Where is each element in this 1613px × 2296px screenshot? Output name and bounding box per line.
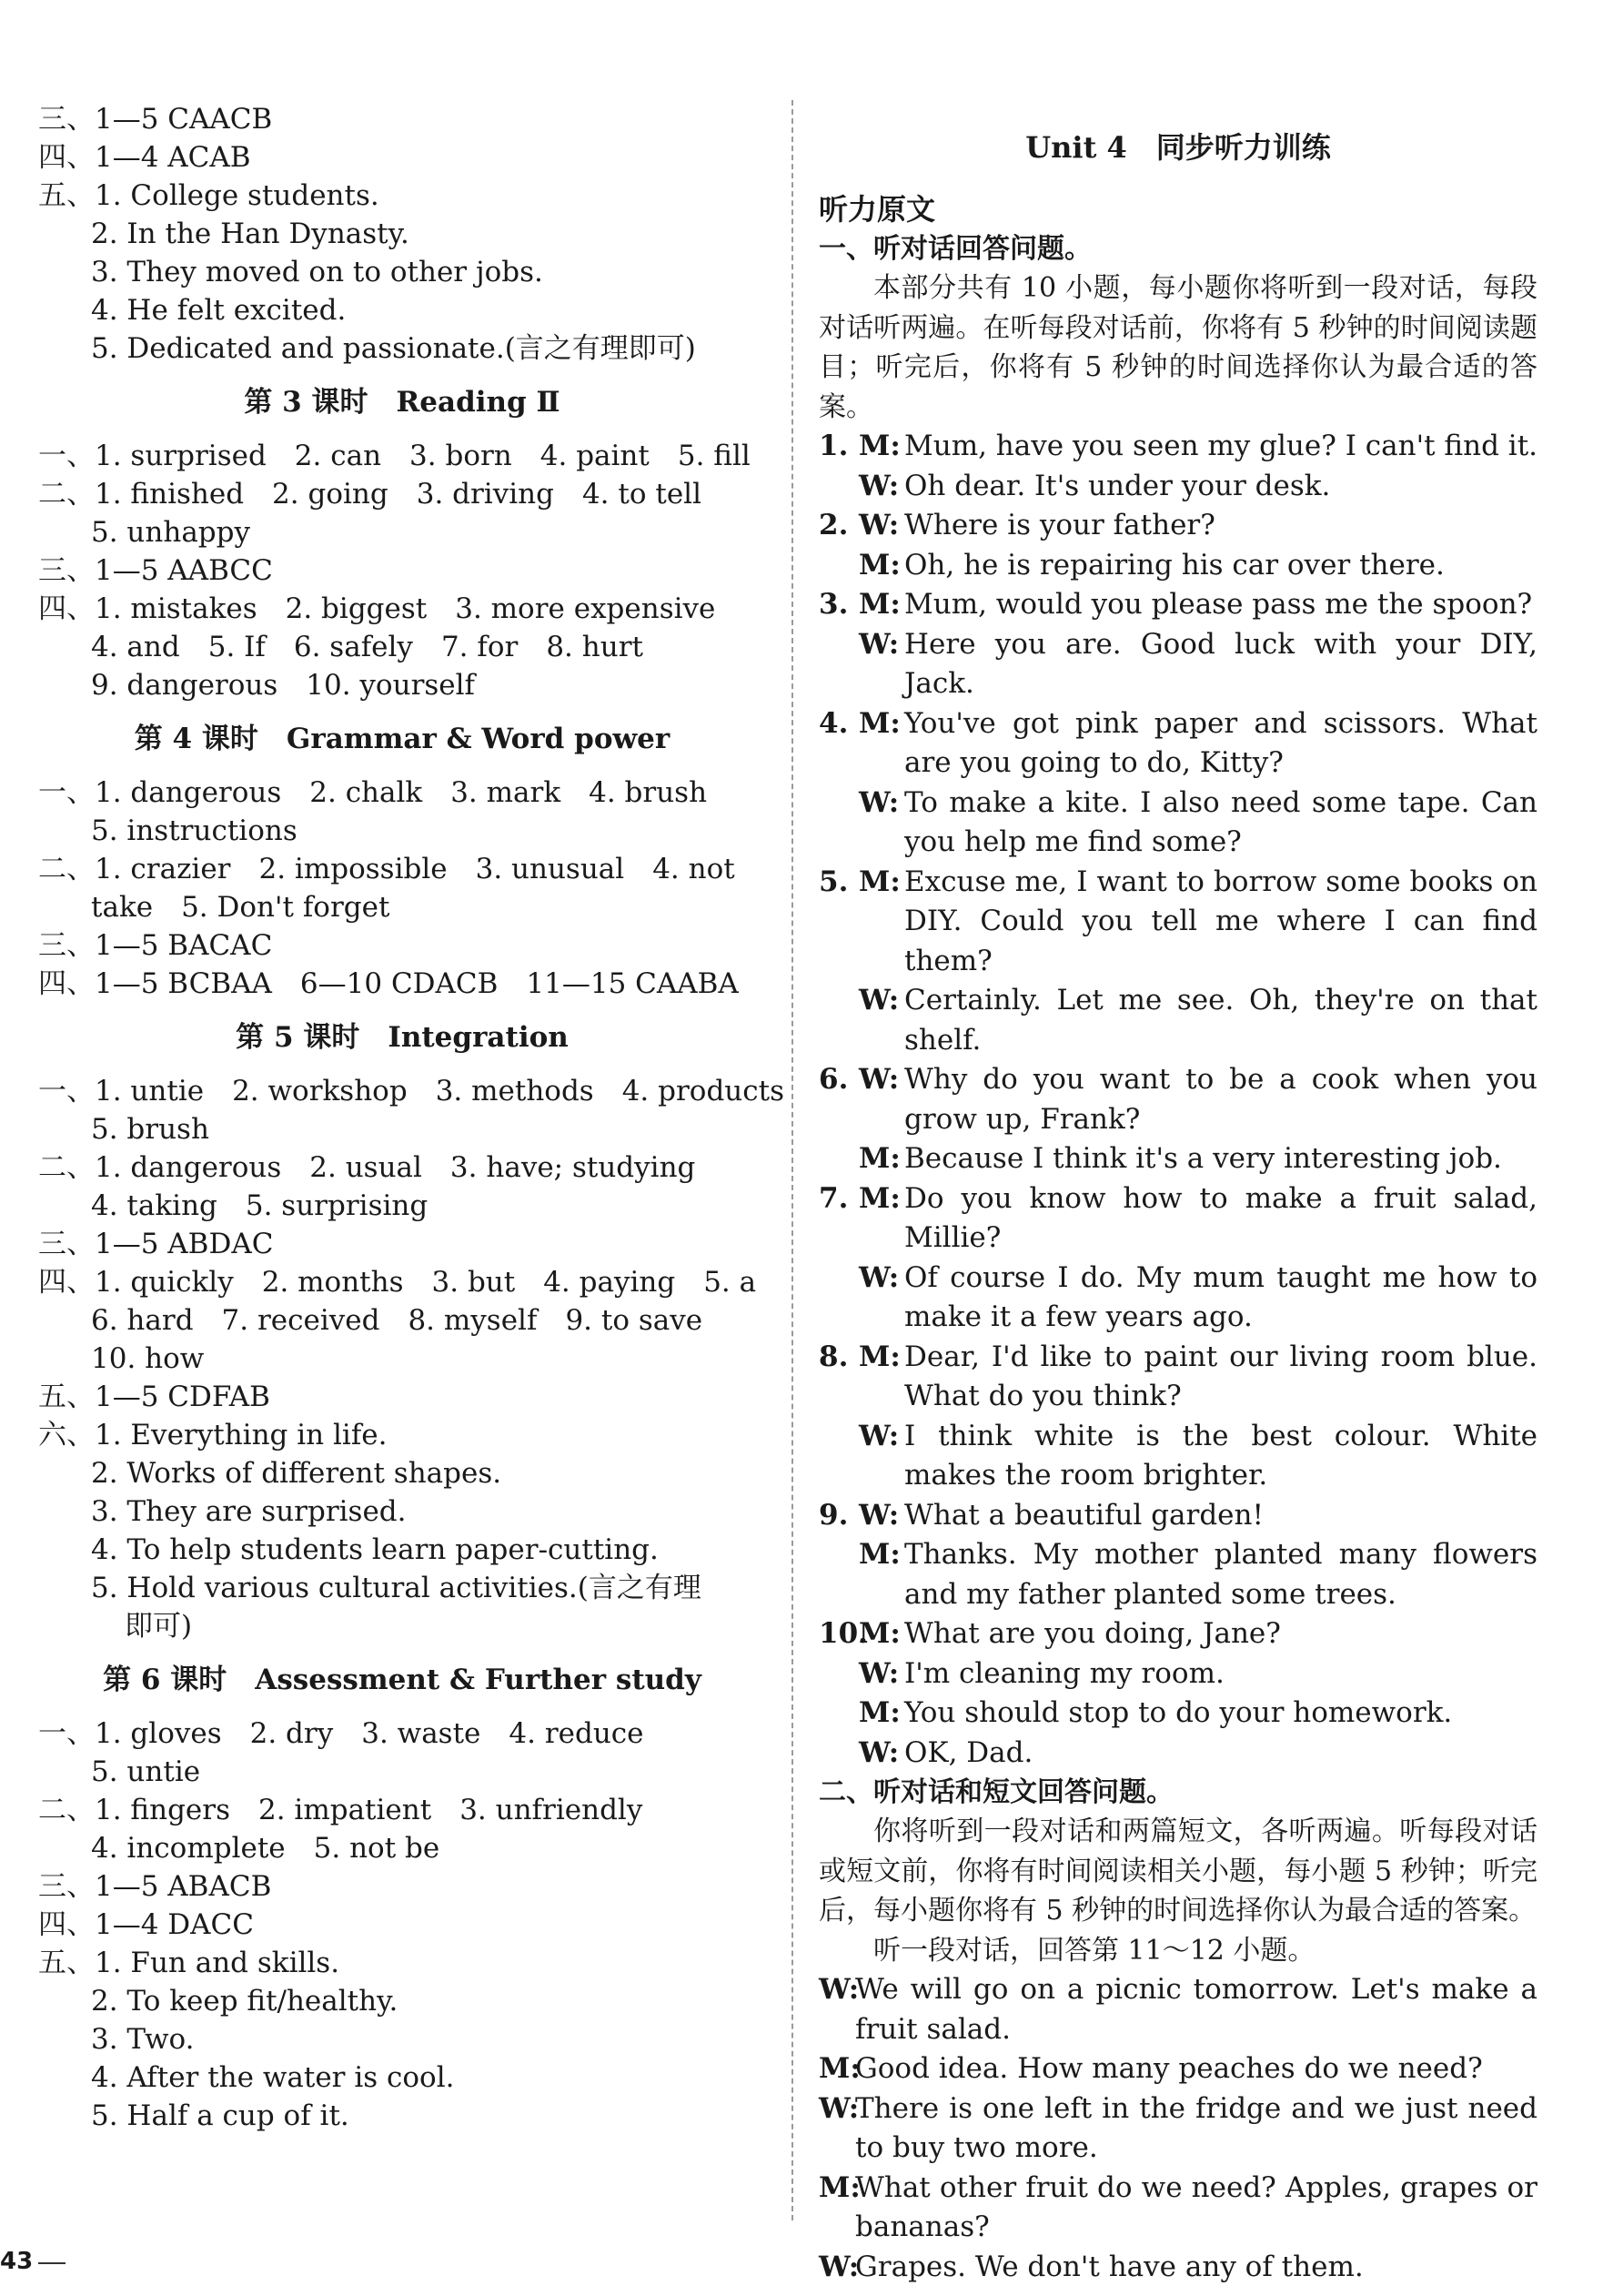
- question-number: [819, 625, 859, 704]
- speaker-label: M:: [859, 1617, 901, 1650]
- part-2-heading: 二、听对话和短文回答问题。: [819, 1776, 1174, 1808]
- dialogue-line: [819, 1179, 1537, 1259]
- speaker-label: W:: [859, 469, 900, 502]
- dialogue-text: I think white is the best colour. White makes the room brighter.: [904, 1419, 1537, 1492]
- answer-line: 三、1—5 BACAC: [38, 929, 273, 962]
- dialogue-line: [819, 863, 1537, 982]
- question-number: [819, 467, 859, 507]
- dialogue-text: To make a kite. I also need some tape. Can you help me find some?: [904, 785, 1537, 858]
- dialogue-line: [819, 784, 1537, 863]
- answer-line: 一、1. gloves 2. dry 3. waste 4. reduce: [38, 1717, 644, 1750]
- answer-line: 二、1. crazier 2. impossible 3. unusual 4. not: [38, 853, 735, 885]
- speaker-label: W:: [819, 2250, 860, 2283]
- lesson-6-title: 第 6 课时 Assessment & Further study: [103, 1664, 701, 1696]
- question-number: 4.: [819, 706, 849, 740]
- question-number: 9.: [819, 1498, 849, 1532]
- answer-line: 一、1. surprised 2. can 3. born 4. paint 5. fill: [38, 440, 751, 472]
- answer-line: 5. untie: [91, 1755, 201, 1788]
- answer-line: 即可): [125, 1610, 193, 1643]
- conversation-line: [819, 2169, 1537, 2248]
- dialogue-line: [819, 704, 1537, 784]
- conversation-text: Grapes. We don't have any of them.: [855, 2250, 1364, 2283]
- section-title: 听力原文: [819, 192, 936, 227]
- answer-line: 四、1—4 DACC: [38, 1908, 254, 1941]
- dialogue-line: [819, 427, 1537, 467]
- answer-line: 五、1. College students.: [38, 179, 379, 212]
- answer-line: 二、1. fingers 2. impatient 3. unfriendly: [38, 1794, 643, 1826]
- conversation: [819, 1970, 1537, 2287]
- dialogue-text: What are you doing, Jane?: [904, 1617, 1281, 1650]
- question-number: [819, 1694, 859, 1734]
- speaker-label: M:: [859, 588, 901, 621]
- dialogue-line: [819, 1139, 1537, 1179]
- answer-line: 4. and 5. If 6. safely 7. for 8. hurt: [91, 631, 643, 663]
- answer-line: 2. To keep fit/healthy.: [91, 1985, 398, 2018]
- answer-line: 六、1. Everything in life.: [38, 1419, 388, 1451]
- answer-line: 5. Dedicated and passionate.(言之有理即可): [91, 332, 696, 365]
- question-number: 2.: [819, 509, 849, 541]
- dialogue-text: I'm cleaning my room.: [904, 1656, 1225, 1690]
- question-number: 7.: [819, 1181, 849, 1215]
- dialogue-text: Here you are. Good luck with your DIY, Jack.: [904, 627, 1537, 700]
- conversation-line: [819, 2089, 1537, 2169]
- part-1-intro: 本部分共有 10 小题，每小题你将听到一段对话，每段对话听两遍。在听每段对话前，你将有 5 秒钟的时间阅读题目；听完后，你将有 5 秒钟的时间选择你认为最合适的答案。: [819, 272, 1537, 423]
- question-number: 5.: [819, 865, 849, 898]
- question-number: [819, 1139, 859, 1179]
- dialogue-line: [819, 981, 1537, 1060]
- conversation-text: There is one left in the fridge and we just need to buy two more.: [855, 2091, 1537, 2164]
- answer-line: 四、1—4 ACAB: [38, 141, 251, 174]
- dialogue-text: Mum, have you seen my glue? I can't find it.: [904, 430, 1538, 462]
- lesson-5-title: 第 5 课时 Integration: [236, 1021, 569, 1054]
- dialogue-text: You've got pink paper and scissors. What are you going to do, Kitty?: [904, 706, 1537, 779]
- dialogue-line: [819, 1060, 1537, 1139]
- conversation-line: [819, 2248, 1537, 2288]
- dialogue-line: [819, 585, 1537, 625]
- answer-line: 5. instructions: [91, 814, 297, 847]
- dialogue-line: [819, 1614, 1537, 1654]
- answer-line: 2. In the Han Dynasty.: [91, 217, 409, 250]
- answer-line: 9. dangerous 10. yourself: [91, 669, 476, 702]
- answer-line: 四、1. quickly 2. months 3. but 4. paying 5. a: [38, 1266, 757, 1299]
- speaker-label: W:: [859, 1656, 900, 1690]
- conversation-text: We will go on a picnic tomorrow. Let's make a fruit salad.: [855, 1973, 1537, 2046]
- page-number-dash: [38, 2262, 66, 2264]
- answer-line: take 5. Don't forget: [91, 891, 390, 924]
- answer-line: 3. They are surprised.: [91, 1495, 407, 1528]
- speaker-label: M:: [859, 1340, 901, 1373]
- conversation-text: Good idea. How many peaches do we need?: [855, 2052, 1483, 2085]
- answer-line: 4. To help students learn paper-cutting.: [91, 1533, 659, 1566]
- answer-line: 三、1—5 ABACB: [38, 1870, 272, 1903]
- dialogue-text: Because I think it's a very interesting job.: [904, 1142, 1502, 1175]
- lesson-4-answers: [38, 774, 766, 1003]
- dialogue-line: [819, 625, 1537, 704]
- answer-line: 二、1. finished 2. going 3. driving 4. to tell: [38, 478, 701, 511]
- dialogue-line: [819, 1535, 1537, 1614]
- dialogue-text: Do you know how to make a fruit salad, Millie?: [904, 1181, 1537, 1254]
- speaker-label: W:: [819, 2091, 860, 2125]
- answer-line: 2. Works of different shapes.: [91, 1457, 502, 1490]
- conversation-line: [819, 2049, 1537, 2089]
- question-number: 6.: [819, 1063, 849, 1096]
- question-number: [819, 1734, 859, 1774]
- dialogue-line: [819, 1259, 1537, 1338]
- question-number: 3.: [819, 588, 849, 621]
- part-2-subheading: 听一段对话，回答第 11～12 小题。: [873, 1934, 1316, 1967]
- answer-line: 3. Two.: [91, 2023, 195, 2056]
- speaker-label: M:: [859, 548, 901, 582]
- speaker-label: W:: [859, 785, 900, 819]
- dialogue-text: Oh, he is repairing his car over there.: [904, 548, 1445, 582]
- speaker-label: W:: [859, 1419, 900, 1452]
- lesson-6-answers: [38, 1714, 766, 2135]
- answer-line: 三、1—5 ABDAC: [38, 1228, 274, 1260]
- question-number: [819, 546, 859, 586]
- answer-line: 5. brush: [91, 1113, 209, 1146]
- dialogue-line: [819, 1338, 1537, 1417]
- answer-line: 四、1—5 BCBAA 6—10 CDACB 11—15 CAABA: [38, 967, 739, 1000]
- speaker-label: M:: [819, 2170, 861, 2204]
- answer-line: 一、1. untie 2. workshop 3. methods 4. products: [38, 1075, 785, 1108]
- answer-line: 5. Half a cup of it.: [91, 2099, 349, 2132]
- speaker-label: W:: [859, 984, 900, 1017]
- question-number: 1.: [819, 430, 849, 462]
- question-number: [819, 1654, 859, 1694]
- speaker-label: M:: [859, 430, 901, 462]
- speaker-label: W:: [859, 627, 900, 661]
- answer-line: 4. incomplete 5. not be: [91, 1832, 440, 1865]
- speaker-label: W:: [859, 509, 900, 541]
- dialogue-text: Of course I do. My mum taught me how to make it a few years ago.: [904, 1260, 1537, 1333]
- answer-line: 6. hard 7. received 8. myself 9. to save: [91, 1304, 703, 1337]
- dialogue-text: You should stop to do your homework.: [904, 1696, 1453, 1729]
- dialogue-line: [819, 1417, 1537, 1496]
- dialogue-line: [819, 506, 1537, 546]
- dialogue-line: [819, 1694, 1537, 1734]
- speaker-label: W:: [819, 1973, 860, 2006]
- answer-line: 5. unhappy: [91, 516, 251, 549]
- part-2-intro: 你将听到一段对话和两篇短文，各听两遍。听每段对话或短文前，你将有时间阅读相关小题，每小题 5 秒钟；听完后，每小题你将有 5 秒钟的时间选择你认为最合适的答案。: [819, 1816, 1537, 1927]
- dialogue-text: Where is your father?: [904, 509, 1215, 541]
- lesson-3-title: 第 3 课时 Reading Ⅱ: [244, 386, 560, 419]
- unit-title: Unit 4 同步听力训练: [1025, 130, 1331, 165]
- dialogue-line: [819, 1654, 1537, 1694]
- speaker-label: M:: [859, 1538, 901, 1571]
- question-number: 10.: [819, 1617, 868, 1650]
- dialogue-text: Excuse me, I want to borrow some books on DIY. Could you tell me where I can find them?: [904, 865, 1537, 977]
- answer-line: 4. After the water is cool.: [91, 2061, 455, 2094]
- speaker-label: M:: [859, 706, 901, 740]
- speaker-label: W:: [859, 1498, 900, 1532]
- dialogue-text: Dear, I'd like to paint our living room blue. What do you think?: [904, 1340, 1537, 1412]
- part-1-heading: 一、听对话回答问题。: [819, 233, 1092, 265]
- answer-line: 3. They moved on to other jobs.: [91, 256, 543, 288]
- answer-line: 4. He felt excited.: [91, 294, 347, 327]
- answer-line: 4. taking 5. surprising: [91, 1189, 428, 1222]
- right-column: [819, 100, 1537, 2287]
- dialogue-line: [819, 546, 1537, 586]
- question-number: [819, 1535, 859, 1614]
- speaker-label: M:: [859, 1696, 901, 1729]
- question-number: [819, 981, 859, 1060]
- dialogue-text: OK, Dad.: [904, 1735, 1033, 1769]
- answer-line: 5. Hold various cultural activities.(言之有理: [91, 1572, 701, 1604]
- speaker-label: W:: [859, 1735, 900, 1769]
- question-number: [819, 784, 859, 863]
- answer-line: 四、1. mistakes 2. biggest 3. more expensive: [38, 592, 716, 625]
- dialogue-text: Thanks. My mother planted many flowers and my father planted some trees.: [904, 1538, 1537, 1611]
- question-number: [819, 1259, 859, 1338]
- answer-line: 10. how: [91, 1342, 205, 1375]
- lesson-3-answers: [38, 437, 766, 704]
- speaker-label: W:: [859, 1063, 900, 1096]
- question-number: 8.: [819, 1340, 849, 1373]
- dialogue-line: [819, 467, 1537, 507]
- dialogue-line: [819, 1496, 1537, 1536]
- speaker-label: M:: [859, 865, 901, 898]
- answer-line: 一、1. dangerous 2. chalk 3. mark 4. brush: [38, 776, 708, 809]
- speaker-label: M:: [819, 2052, 861, 2085]
- answer-line: 三、1—5 CAACB: [38, 103, 273, 136]
- dialogue-text: Oh dear. It's under your desk.: [904, 469, 1331, 502]
- speaker-label: M:: [859, 1181, 901, 1215]
- answer-line: 二、1. dangerous 2. usual 3. have; studying: [38, 1151, 696, 1184]
- top-answers: [38, 100, 766, 368]
- column-divider: [791, 100, 793, 2220]
- page-number: 43: [0, 2248, 34, 2275]
- dialogue-text: Mum, would you please pass me the spoon?: [904, 588, 1533, 621]
- speaker-label: M:: [859, 1142, 901, 1175]
- lesson-4-title: 第 4 课时 Grammar & Word power: [134, 723, 670, 755]
- dialogue-text: What a beautiful garden!: [904, 1498, 1264, 1532]
- conversation-line: [819, 1970, 1537, 2049]
- conversation-text: What other fruit do we need? Apples, grapes or bananas?: [855, 2170, 1537, 2243]
- answer-line: 三、1—5 AABCC: [38, 554, 273, 587]
- answer-line: 五、1. Fun and skills.: [38, 1947, 340, 1979]
- dialogue-line: [819, 1734, 1537, 1774]
- speaker-label: W:: [859, 1260, 900, 1294]
- dialogue-list: [819, 427, 1537, 1773]
- lesson-5-answers: [38, 1072, 785, 1645]
- question-number: [819, 1417, 859, 1496]
- dialogue-text: Certainly. Let me see. Oh, they're on that shelf.: [904, 984, 1537, 1057]
- answer-line: 五、1—5 CDFAB: [38, 1381, 270, 1413]
- left-column: [38, 100, 785, 2135]
- dialogue-text: Why do you want to be a cook when you grow up, Frank?: [904, 1063, 1537, 1136]
